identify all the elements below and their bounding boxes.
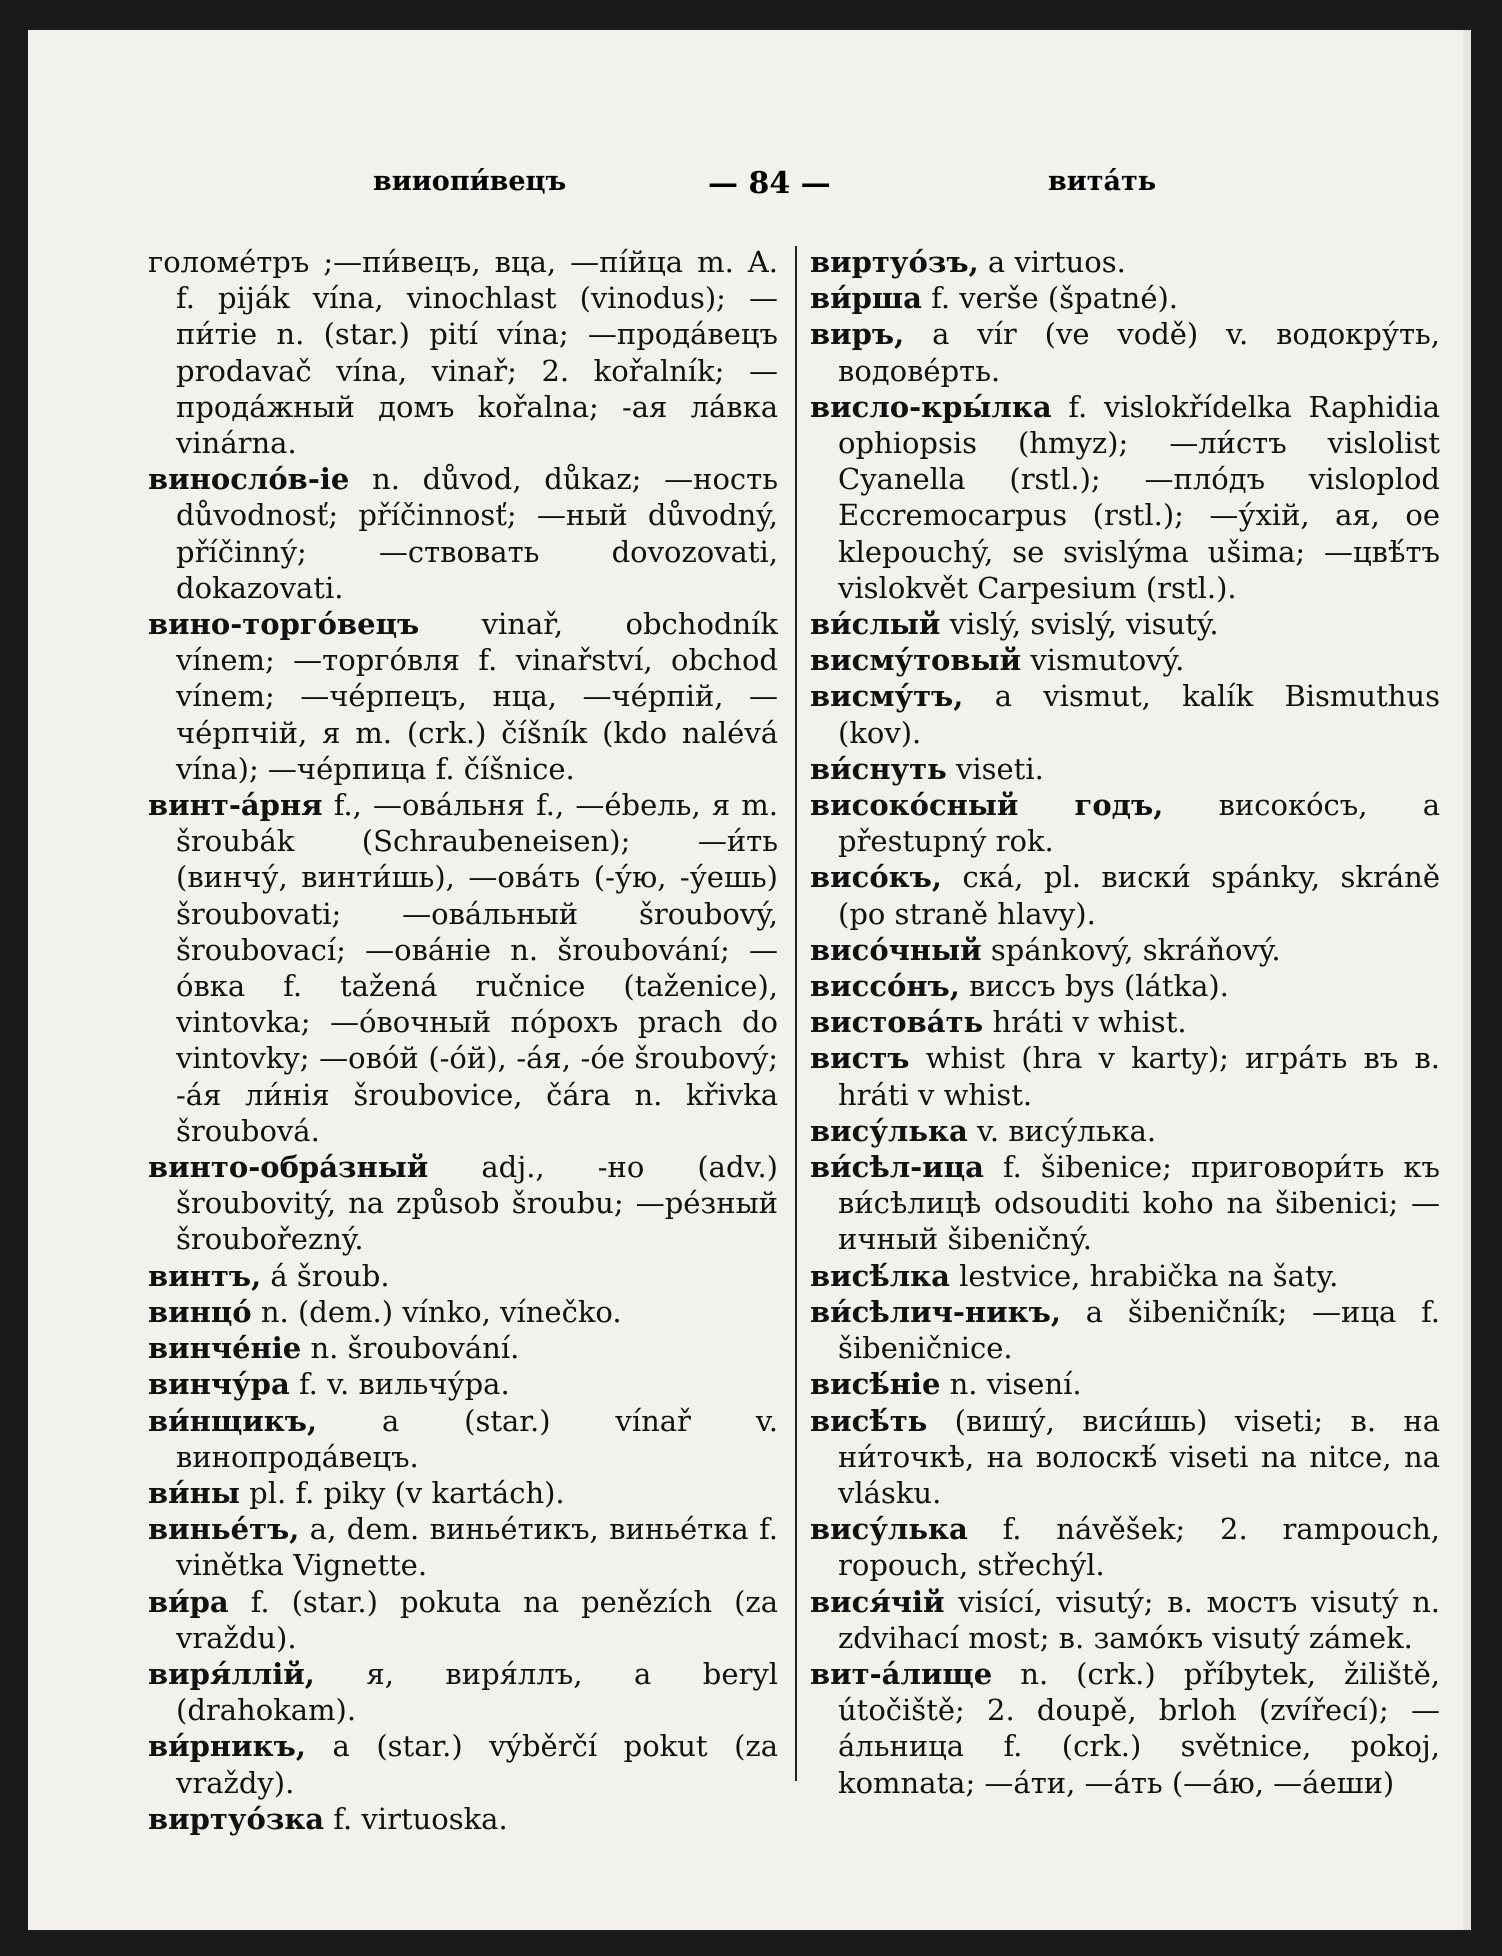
entry-headword: ви́снуть [810,751,947,786]
dictionary-entry [810,859,1440,931]
dictionary-entry [148,1258,778,1294]
entry-definition: a, dem. виньéтикъ, виньéтка f. vinětka Vignette. [176,1512,778,1583]
entry-definition: f., —овáльня f., —ébель, я m. šroubák (Schraubeneisen); —и́ть (винчу́, винти́шь), —овáть (-у́ю, -у́ешь) šroubovati; —овáльный šroubový, šroubovací; —овáніе n. šroubování; — о́вка f. tažená ručnice (taženice), vintovka; —о́вочный по́рохъ prach do vintovky; —ово́й (-о́й), -áя, -óe šroubový; -áя ли́нія šroubovice, čára n. křivka šroubová. [176,788,778,1148]
entry-headword: вистовáть [810,1005,984,1040]
entry-headword: вися́чій [810,1584,945,1619]
entry-headword: висѣ́ніе [810,1367,941,1402]
entry-definition: n. šroubování. [301,1331,520,1366]
entry-headword: ви́сѣлич-никъ, [810,1294,1061,1329]
dictionary-entry [810,1584,1440,1656]
left-column [148,244,778,1837]
dictionary-entry [810,1656,1440,1801]
entry-definition: f. šibenice; приговори́ть къ ви́сѣлицѣ odsouditi koho na šibenici; —ичный šibeničný. [838,1150,1440,1257]
dictionary-entry [810,1004,1440,1040]
entry-definition: viseti. [946,751,1044,786]
entry-headword: ви́ны [148,1475,240,1510]
entry-headword: винчéніе [148,1331,302,1366]
entry-headword: висѣ́лка [810,1258,950,1293]
dictionary-entry [810,1366,1440,1402]
entry-headword: висму́товый [810,643,1022,678]
header-left-guide-word: вииопи́вецъ [373,166,567,197]
dictionary-entry [810,1113,1440,1149]
dictionary-entry [148,1403,778,1475]
dictionary-entry [810,1149,1440,1258]
entry-headword: виносло́в-іе [148,462,350,497]
entry-headword: ви́рша [810,281,922,316]
dictionary-entry [148,1366,778,1402]
entry-definition: скá, pl. виски́ spánky, skráně (po straně hlavy). [838,860,1440,931]
dictionary-entry [148,1475,778,1511]
entry-definition: á šroub. [261,1258,390,1293]
dictionary-entry [810,751,1440,787]
entry-definition: a šibeničník; —ица f. šibeničnice. [838,1294,1440,1366]
dictionary-entry [810,787,1440,859]
entry-headword: виртуо́зъ, [810,245,979,279]
dictionary-entry [148,461,778,606]
entry-headword: виръ, [810,317,905,352]
dictionary-entry [810,389,1440,606]
entry-headword: винтъ, [148,1258,262,1293]
entry-definition: n. (dem.) vínko, vínečko. [251,1294,622,1329]
entry-definition: (вишу́, виси́шь) viseti; в. на ни́точкѣ, на волоскѣ́ viseti na nitce, na vlásku. [838,1403,1440,1510]
dictionary-entry [148,1584,778,1656]
dictionary-entry [148,1294,778,1330]
entry-headword: висму́тъ, [810,679,964,714]
entry-headword: вису́лька [810,1113,968,1148]
entry-definition: vismutový. [1021,643,1185,678]
entry-definition: hráti v whist. [983,1005,1187,1040]
dictionary-entry [810,642,1440,678]
dictionary-entry [810,280,1440,316]
entry-definition: n. visení. [940,1367,1082,1402]
entry-definition: виссъ bys (látka). [959,969,1229,1004]
dictionary-entry [810,606,1440,642]
entry-headword: висѣ́ть [810,1403,928,1438]
entry-definition: vinař, obchodník vínem; —торго́вля f. vinařství, obchod vínem; —чéрпецъ, нца, —чéрпій, —чéрпчій, я m. (crk.) číšník (kdo nalévá vína); —чéрпица f. číšnice. [176,607,778,786]
entry-headword: вистъ [810,1041,910,1076]
entry-headword: висло-кры́лка [810,389,1052,424]
entry-definition: a (star.) vínař v. винопродáвецъ. [176,1403,778,1474]
dictionary-entry [148,1728,778,1800]
entry-headword: вису́лька [810,1512,968,1547]
dictionary-entry [810,1511,1440,1583]
entry-definition: a vismut, kalík Bismuthus (kov). [838,679,1440,750]
entry-definition: a (star.) výběrčí pokut (za vraždy). [176,1729,778,1800]
entry-definition: f. v. вильчу́ра. [289,1367,510,1402]
entry-headword: вино-торго́вецъ [148,607,420,642]
entry-headword: висо́чный [810,932,982,967]
dictionary-entry [810,932,1440,968]
entry-headword: ви́сѣл-ица [810,1150,984,1185]
entry-definition: f. návěšek; 2. rampouch, ropouch, střechýl. [838,1512,1440,1583]
entry-definition: f. vislokřídelka Raphidia ophiopsis (hmyz); —ли́стъ vislolist Cyanella (rstl.); —пло́дъ vislоplod Eccremocarpus (rstl.); —у́хій, ая, ое klepouchý, se svislýma ušima; —цвѣ́тъ vislokvět Carpesium (rstl.). [838,389,1440,605]
dictionary-entry [148,1149,778,1258]
dictionary-entry [148,1801,778,1837]
entry-headword: високо́сный годъ, [810,788,1164,823]
dictionary-entry [810,1403,1440,1512]
entry-definition: adj., -но (adv.) šroubovitý, na způsob šroubu; —рéзный šroubořezný. [176,1150,778,1257]
dictionary-entry [810,678,1440,750]
entry-definition: a virtuos. [978,245,1126,279]
entry-headword: виньéтъ, [148,1512,300,1547]
entry-definition: whist (hra v karty); игрáть въ в. hráti v whist. [838,1041,1440,1112]
entry-headword: вит-áлище [810,1656,993,1691]
entry-headword: винчу́ра [148,1367,290,1402]
entry-headword: винто-обрáзный [148,1150,429,1185]
dictionary-page [28,30,1463,1930]
entry-definition: a vír (ve vodě) v. водокру́ть, водовéрть. [838,317,1440,388]
dictionary-entry [810,244,1440,280]
entry-definition: n. důvod, důkaz; —ность důvodnosť; příčinnosť; —ный důvodný, příčinný; —ствовать dovozovati, dokazovati. [176,462,778,605]
entry-headword: ви́слый [810,607,941,642]
dictionary-entry [148,606,778,787]
entry-definition: f. (star.) pokuta na penězích (za vraždu). [176,1584,778,1655]
entry-headword: ви́нщикъ, [148,1403,318,1438]
entry-headword: ви́рникъ, [148,1729,306,1764]
right-column [810,244,1440,1801]
entry-definition: я, виря́ллъ, a beryl (drahokam). [176,1656,778,1728]
entry-definition: n. (crk.) příbytek, žiliště, útočiště; 2. doupě, brloh (zvířecí); —áльница f. (crk.) světnice, pokoj, komnata; —áти, —áть (—áю, —áеши) [838,1656,1440,1800]
column-divider [795,246,797,1781]
page-header [28,166,1463,206]
entry-definition: visící, visutý; в. мостъ visutý n. zdvihací most; в. замо́къ visutý zámek. [838,1584,1440,1655]
entry-headword: висо́къ, [810,860,942,895]
page-number: — 84 — [708,166,831,201]
entry-definition: spánkový, skráňový. [981,932,1281,967]
dictionary-entry [148,1330,778,1366]
dictionary-entry [148,787,778,1149]
entry-definition: високо́съ, a přestupný rok. [838,788,1441,859]
dictionary-entry [810,1258,1440,1294]
header-right-guide-word: вита́ть [1048,166,1157,197]
entry-headword: виря́ллій, [148,1656,315,1691]
entry-definition: v. вису́лька. [967,1113,1157,1148]
entry-headword: винт-áрня [148,788,323,823]
dictionary-entry [148,1511,778,1583]
entry-definition: pl. f. piky (v kartách). [239,1475,565,1510]
dictionary-entry [810,316,1440,388]
dictionary-entry [148,1656,778,1728]
entry-definition: f. virtuoska. [324,1801,508,1836]
page-edge [1463,30,1471,1930]
entry-definition: голомéтръ ;—пи́вецъ, вца, —пі́йца m. A. f. piják vína, vinochlast (vinodus); —пи́тіе n. (star.) pití vína; —продáвецъ prodavač vína, vinař; 2. kořalník; —продáжный домъ kořalna; -ая лáвка vinárna. [148,245,778,461]
entry-definition: f. verše (špatné). [921,281,1179,316]
entry-headword: винцо́ [148,1294,252,1329]
dictionary-entry [810,1294,1440,1366]
entry-headword: виртуо́зка [148,1801,325,1836]
entry-definition: vislý, svislý, visutý. [940,607,1219,642]
entry-definition: lestvice, hrabička na šaty. [949,1258,1339,1293]
entry-headword: виссо́нъ, [810,969,960,1004]
dictionary-entry [810,968,1440,1004]
dictionary-entry [810,1040,1440,1112]
entry-headword: ви́ра [148,1584,229,1619]
dictionary-entry [148,244,778,461]
